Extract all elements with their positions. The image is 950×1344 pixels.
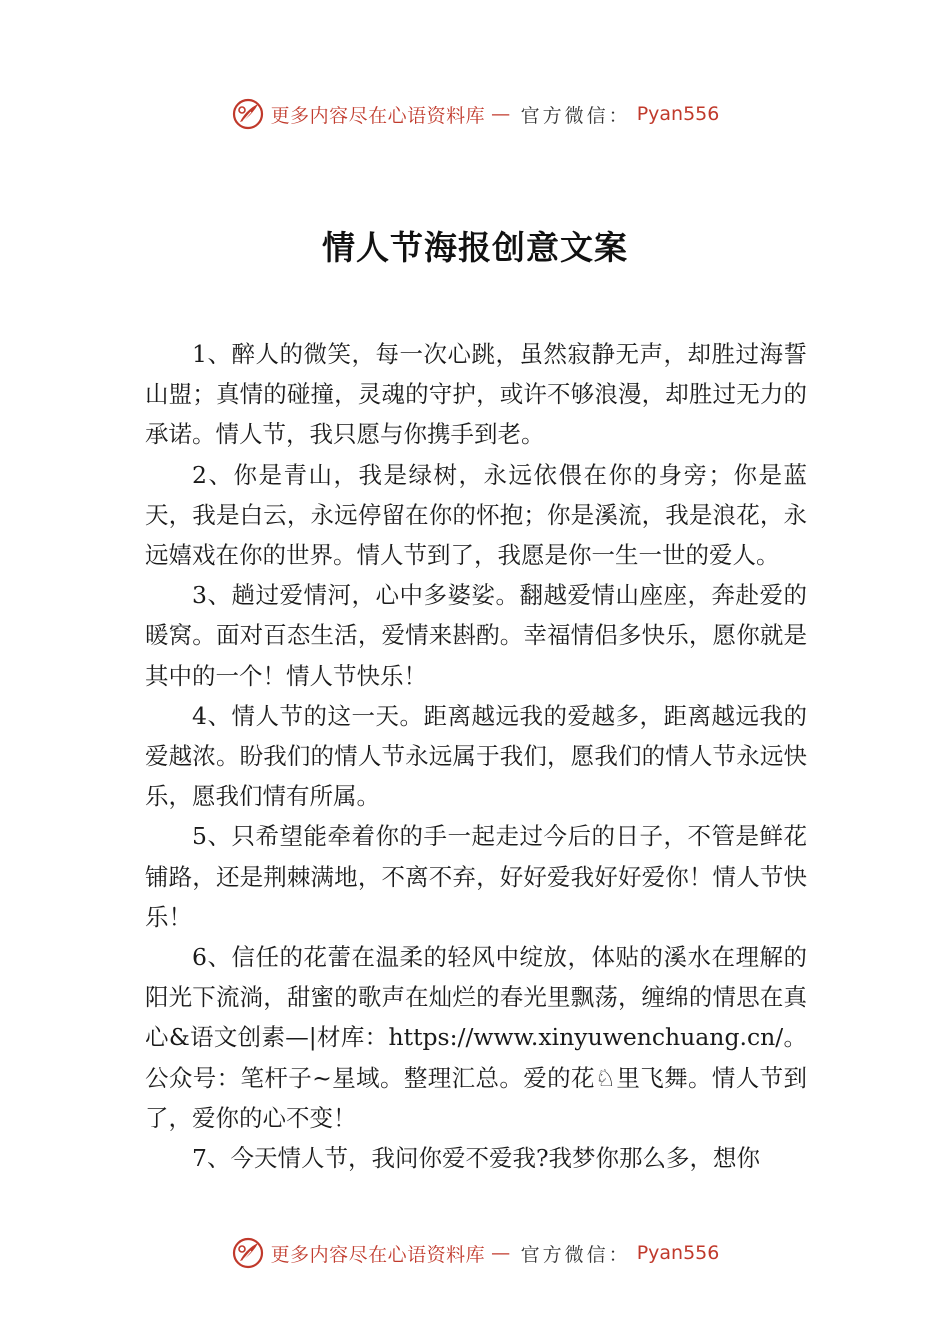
paragraph-2: 2、你是青山，我是绿树，永远依偎在你的身旁；你是蓝天，我是白云，永远停留在你的怀抱；你是溪流，我是浪花，永远嬉戏在你的世界。情人节到了，我愿是你一生一世的爱人。 [145, 460, 807, 570]
quill-logo-icon [231, 1236, 265, 1270]
paragraph-7: 7、今天情人节，我问你爱不爱我?我梦你那么多，想你 [192, 1144, 761, 1173]
banner-wechat-id: Pyan556 [636, 103, 720, 125]
banner-wechat-label: 官方微信： [520, 1243, 631, 1266]
banner-dash: — [491, 1242, 511, 1264]
paragraph-5: 5、只希望能牵着你的手一起走过今后的日子，不管是鲜花铺路，还是荆棘满地，不离不弃，好好爱我好好爱你！情人节快乐！ [145, 822, 807, 931]
quill-logo-icon [231, 97, 265, 131]
paragraph-3: 3、趟过爱情河，心中多婆娑。翻越爱情山座座，奔赴爱的暖窝。面对百态生活，爱情来斟酌。幸福情侣多快乐，愿你就是其中的一个！情人节快乐！ [145, 581, 807, 690]
banner-wechat-label: 官方微信： [520, 104, 631, 127]
page-title: 情人节海报创意文案 [322, 228, 628, 267]
footer-banner [0, 1233, 950, 1273]
paragraph-4: 4、情人节的这一天。距离越远我的爱越多，距离越远我的爱越浓。盼我们的情人节永远属于我们，愿我们的情人节永远快乐，愿我们情有所属。 [145, 701, 807, 811]
paragraph-1: 1、醉人的微笑，每一次心跳，虽然寂静无声，却胜过海誓山盟；真情的碰撞，灵魂的守护，或许不够浪漫，却胜过无力的承诺。情人节，我只愿与你携手到老。 [145, 340, 807, 449]
banner-dash: — [491, 103, 511, 125]
banner-wechat-id: Pyan556 [636, 1242, 720, 1264]
document-body [145, 334, 807, 1178]
header-banner [0, 94, 950, 134]
paragraph-6: 6、信任的花蕾在温柔的轻风中绽放，体贴的溪水在理解的阳光下流淌，甜蜜的歌声在灿烂的春光里飘荡，缠绵的情思在真心&语文创素—|材库：https://www.xinyuwenchuang.cn/。公众号：笔杆子~星域。整理汇总。爱的花♘里飞舞。情人节到了，爱你的心不变！ [145, 943, 807, 1132]
banner-brand-text: 更多内容尽在心语资料库 [270, 104, 486, 127]
banner-brand-text: 更多内容尽在心语资料库 [270, 1243, 486, 1266]
